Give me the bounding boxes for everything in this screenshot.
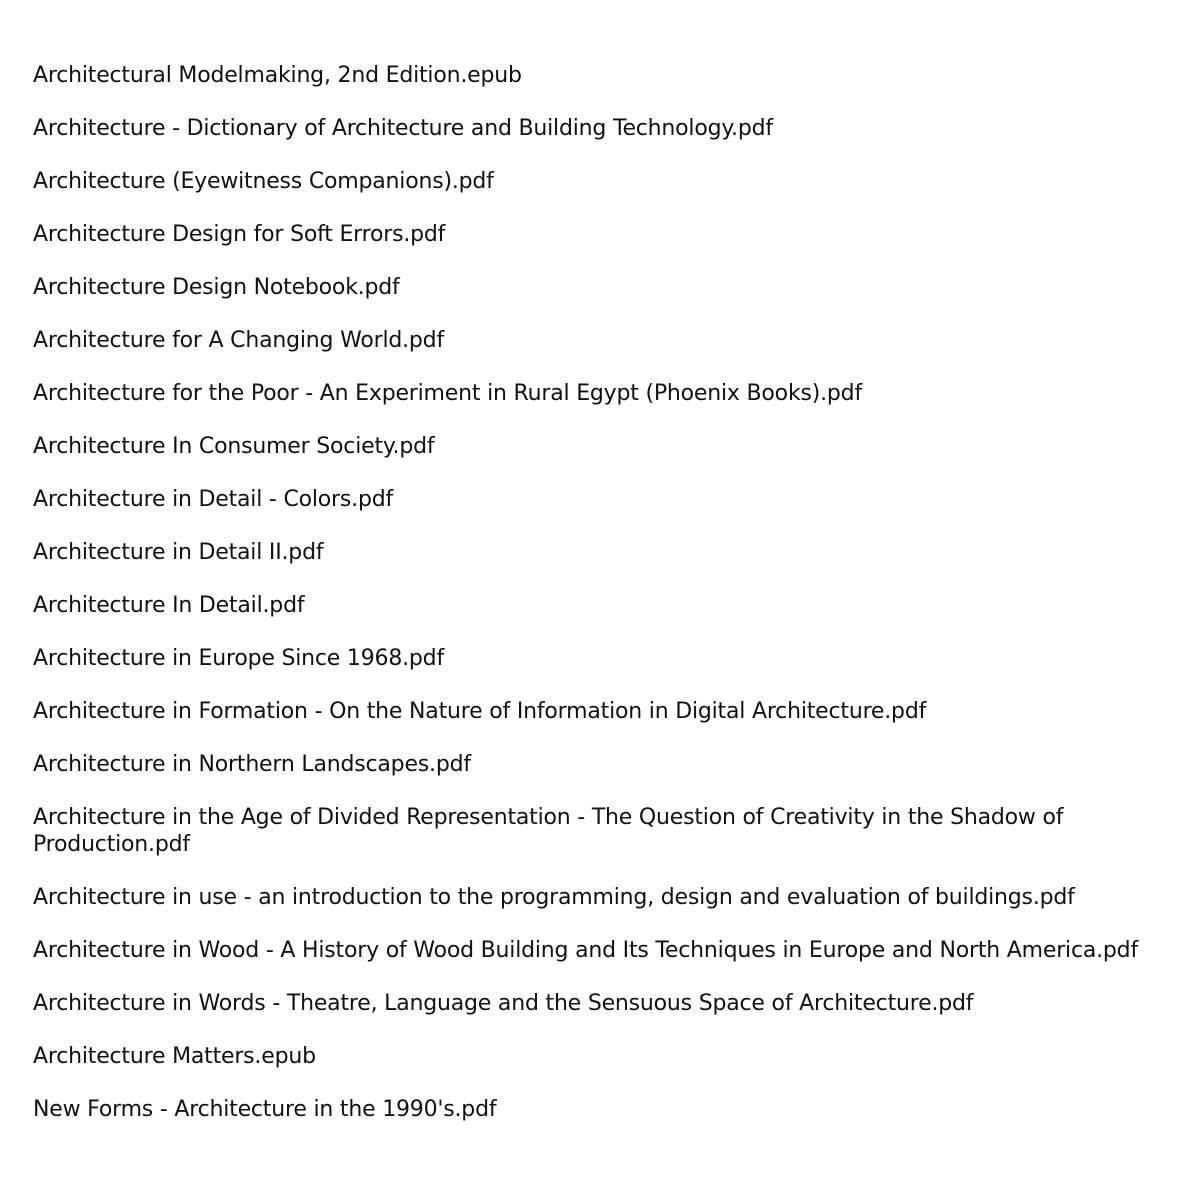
file-item: Architecture in Words - Theatre, Language and the Sensuous Space of Architecture.pdf [33,991,974,1016]
file-item: Architecture in Formation - On the Nature of Information in Digital Architecture.pdf [33,699,927,724]
file-item: Architecture in use - an introduction to the programming, design and evaluation of buildings.pdf [33,885,1075,910]
file-item: Architecture in the Age of Divided Representation - The Question of Creativity in the Shadow of Production.pdf [33,805,1064,857]
file-item: Architecture - Dictionary of Architecture and Building Technology.pdf [33,116,773,141]
file-item: Architecture in Detail - Colors.pdf [33,487,394,512]
file-item: Architecture in Wood - A History of Wood Building and Its Techniques in Europe and North America.pdf [33,938,1138,963]
file-item: Architecture for A Changing World.pdf [33,328,444,353]
file-item: Architecture In Consumer Society.pdf [33,434,435,459]
file-item: Architecture for the Poor - An Experiment in Rural Egypt (Phoenix Books).pdf [33,381,862,406]
file-item: Architecture Design for Soft Errors.pdf [33,222,446,247]
file-item: Architecture in Detail II.pdf [33,540,324,565]
file-item: Architecture Design Notebook.pdf [33,275,400,300]
file-item: Architecture in Northern Landscapes.pdf [33,752,471,777]
file-item: Architecture In Detail.pdf [33,593,305,618]
file-item: Architecture (Eyewitness Companions).pdf [33,169,494,194]
file-item: Architecture in Europe Since 1968.pdf [33,646,444,671]
file-list [33,62,1193,1149]
file-item: Architectural Modelmaking, 2nd Edition.epub [33,63,522,88]
file-item: New Forms - Architecture in the 1990's.pdf [33,1097,497,1122]
file-item: Architecture Matters.epub [33,1044,316,1069]
